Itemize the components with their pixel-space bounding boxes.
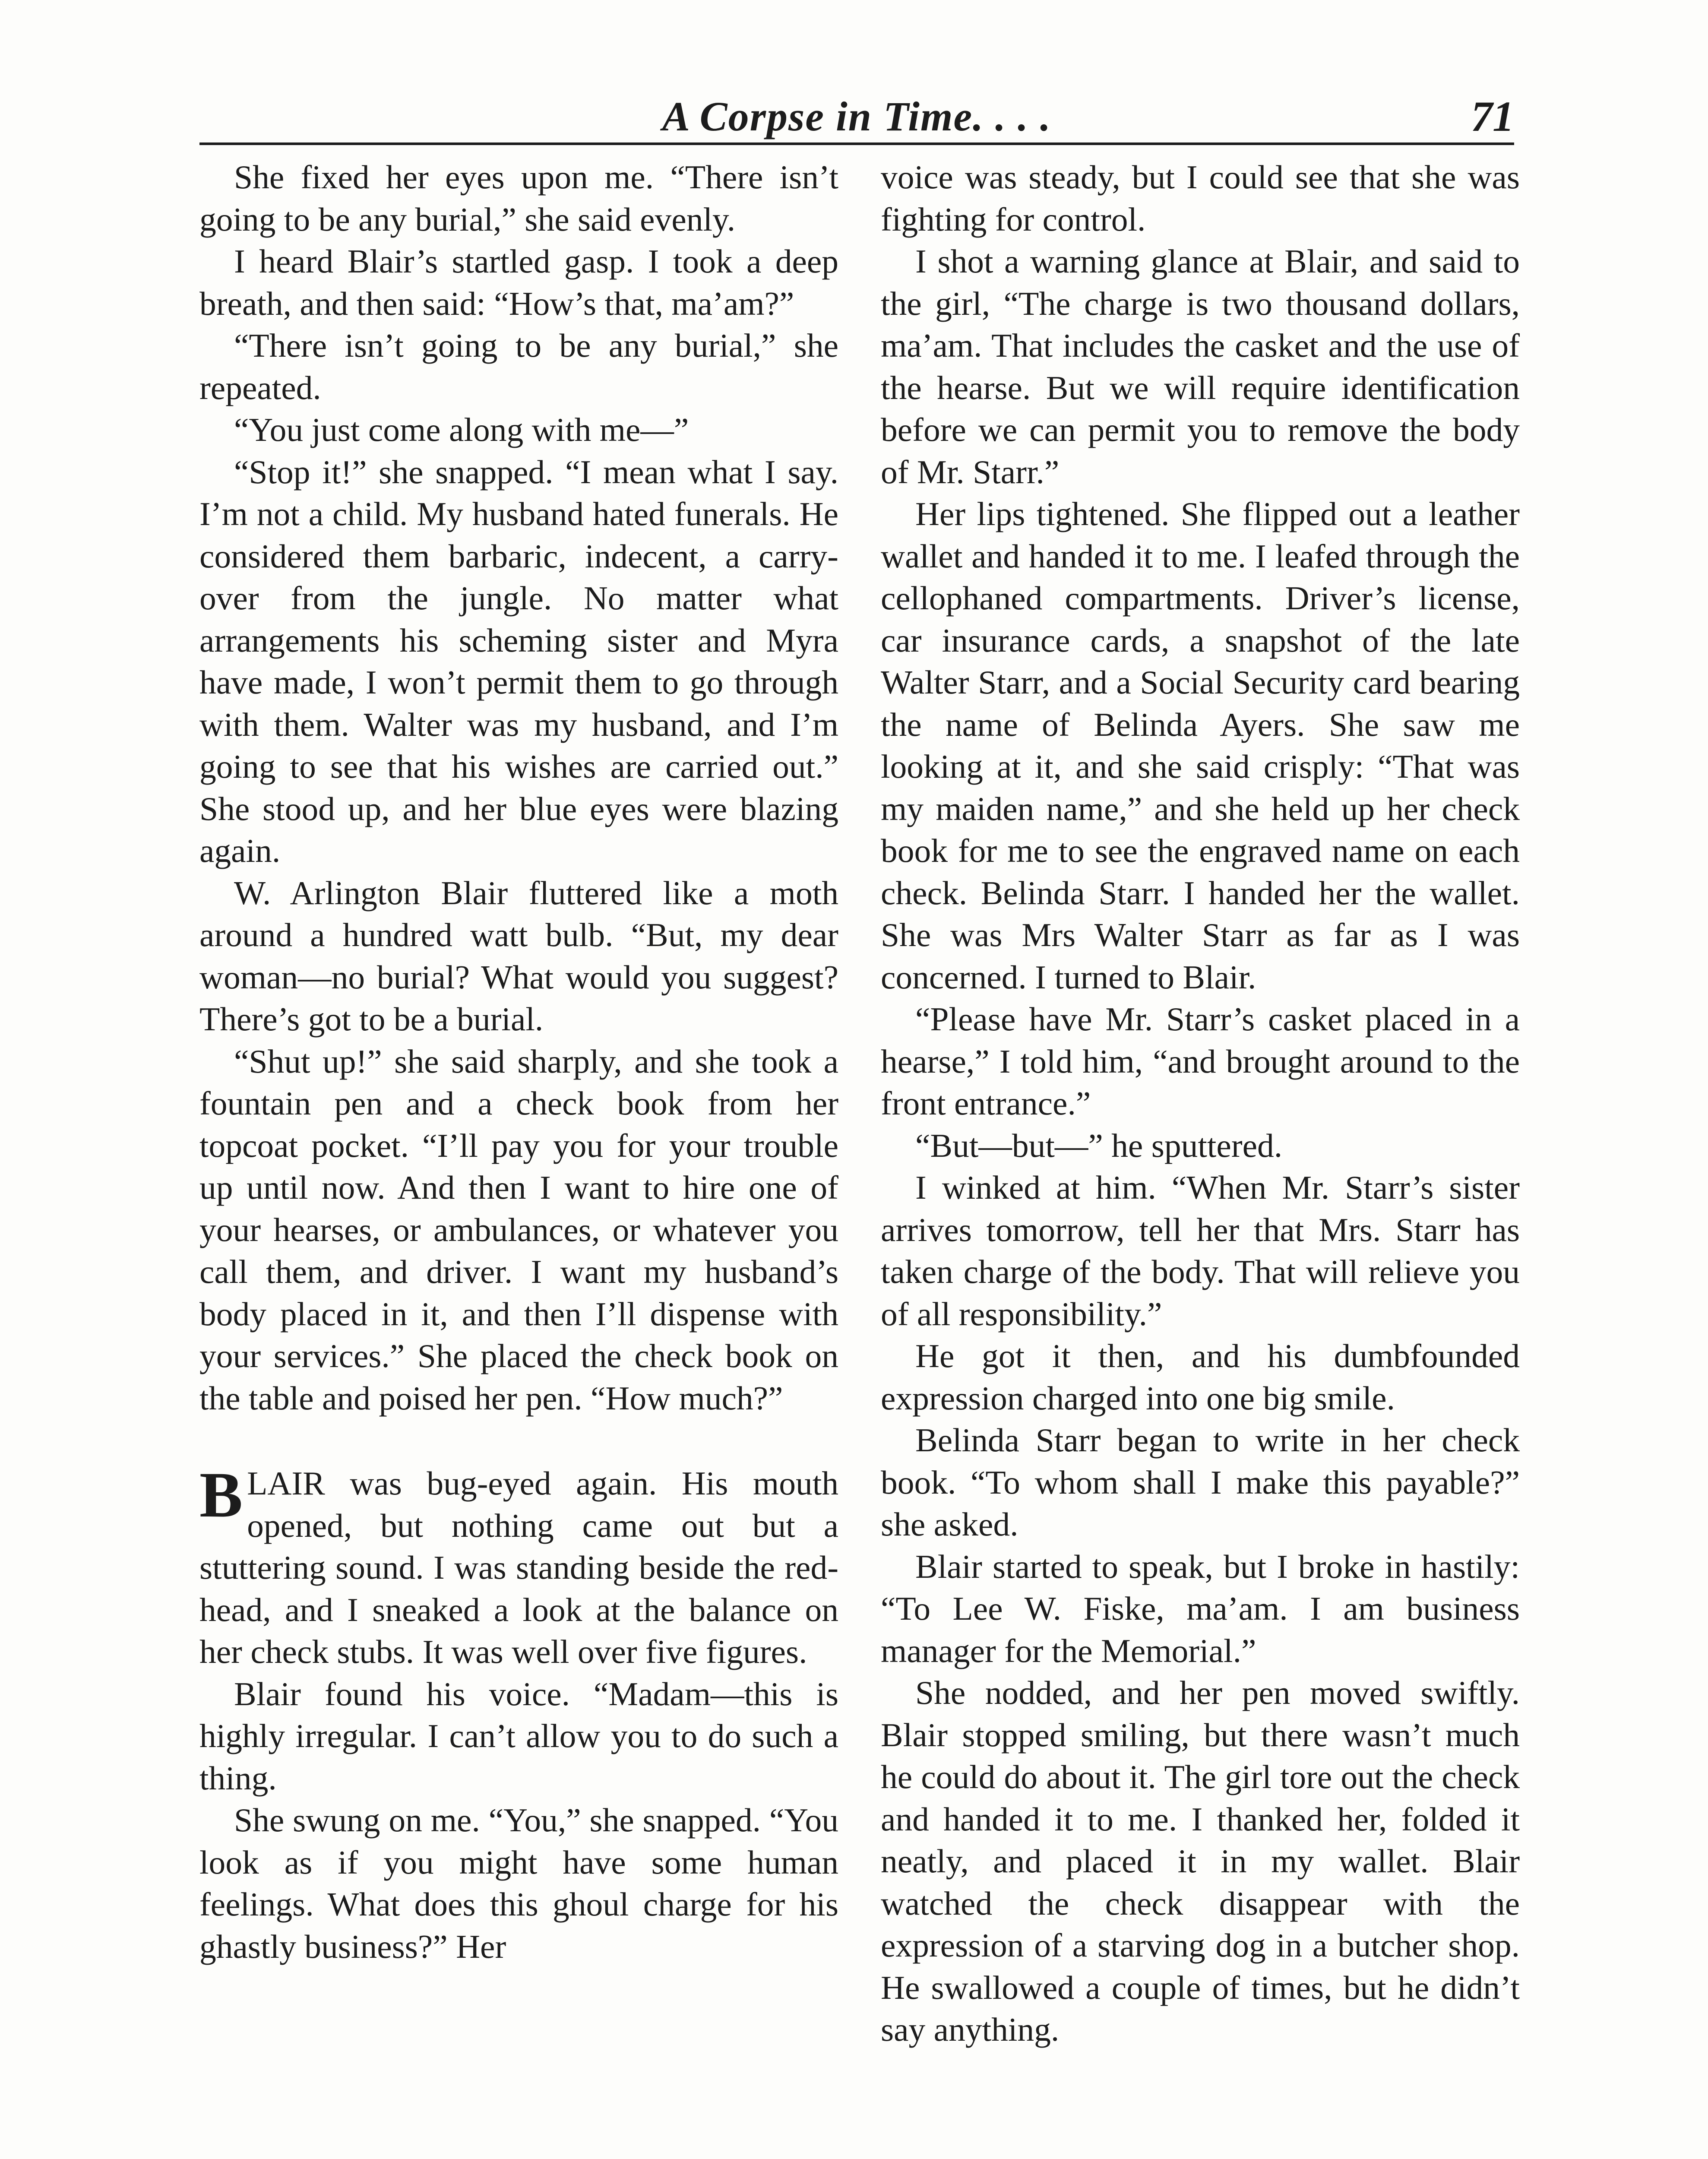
paragraph: “But—but—” he sputtered. bbox=[915, 1127, 1283, 1164]
running-title: A Corpse in Time. . . . bbox=[662, 93, 1052, 139]
paragraph: W. Arlington Blair fluttered like a moth around a hundred watt bulb. “But, my dear woman—no burial? What would you suggest? There’s got to be a burial. bbox=[199, 874, 838, 1038]
paragraph: Blair found his voice. “Madam—this is highly irregular. I can’t allow you to do such a thing. bbox=[199, 1675, 838, 1797]
paragraph: Belinda Starr began to write in her check book. “To whom shall I make this payable?” she asked. bbox=[881, 1421, 1520, 1543]
paragraph: He got it then, and his dumbfounded expression charged into one big smile. bbox=[881, 1337, 1520, 1417]
drop-cap: B bbox=[199, 1459, 243, 1531]
paragraph: “Shut up!” she said sharply, and she took a fountain pen and a check book from her topcoat pocket. “I’ll pay you for your trouble up until now. And then I want to hire one of your hearses, or ambulances, or whatever you call them, and driver. I want my husband’s body placed in it, and then I’ll dispense with your services.” She placed the check book on the table and poised her pen. “How much?” bbox=[199, 1042, 838, 1417]
paragraph: She swung on me. “You,” she snapped. “You look as if you might have some human feelings. What does this ghoul charge for his ghastly business?” Her bbox=[199, 1801, 838, 1965]
header-rule bbox=[199, 142, 1514, 145]
paragraph: Blair started to speak, but I broke in hastily: “To Lee W. Fiske, ma’am. I am business manager for the Memorial.” bbox=[881, 1548, 1520, 1669]
running-head bbox=[199, 93, 1514, 149]
paragraph-continued: voice was steady, but I could see that she was fighting for control. bbox=[881, 158, 1520, 238]
paragraph-text: LAIR was bug-eyed again. His mouth opened, but nothing came out but a stuttering sound. I was standing beside the red-head, and I sneaked a look at the balance on her check stubs. It was well over five figures. bbox=[199, 1465, 838, 1670]
paragraph: “You just come along with me—” bbox=[234, 411, 689, 448]
paragraph: I winked at him. “When Mr. Starr’s sister arrives tomorrow, tell her that Mrs. Starr has taken charge of the body. That will relieve you of all responsibility.” bbox=[881, 1169, 1520, 1333]
paragraph: I heard Blair’s startled gasp. I took a deep breath, and then said: “How’s that, ma’am?” bbox=[199, 243, 838, 322]
paragraph: “Please have Mr. Starr’s casket placed in a hearse,” I told him, “and brought around to the front entrance.” bbox=[881, 1000, 1520, 1122]
paragraph: She nodded, and her pen moved swiftly. Blair stopped smiling, but there wasn’t much he could do about it. The girl tore out the check and handed it to me. I thanked her, folded it neatly, and placed it in my wallet. Blair watched the check disappear with the expression of a starving dog in a butcher shop. He swallowed a couple of times, but he didn’t say anything. bbox=[881, 1674, 1520, 2048]
paragraph: I shot a warning glance at Blair, and said to the girl, “The charge is two thousand dollars, ma’am. That includes the casket and the use of the hearse. But we will require identification before we can permit you to remove the body of Mr. Starr.” bbox=[881, 243, 1520, 491]
paragraph: “Stop it!” she snapped. “I mean what I say. I’m not a child. My husband hated funerals. He considered them barbaric, indecent, a carry-over from the jungle. No matter what arrangements his scheming sister and Myra have made, I won’t permit them to go through with them. Walter was my husband, and I’m going to see that his wishes are carried out.” She stood up, and her blue eyes were blazing again. bbox=[199, 453, 838, 869]
paragraph: Her lips tightened. She flipped out a leather wallet and handed it to me. I leafed through the cellophaned compartments. Driver’s license, car insurance cards, a snapshot of the late Walter Starr, and a Social Security card bearing the name of Belinda Ayers. She saw me looking at it, and she said crisply: “That was my maiden name,” and she held up her check book for me to see the engraved name on each check. Belinda Starr. I handed her the wallet. She was Mrs Walter Starr as far as I was concerned. I turned to Blair. bbox=[881, 495, 1520, 996]
page-number: 71 bbox=[1471, 92, 1514, 140]
paragraph: “There isn’t going to be any burial,” she repeated. bbox=[199, 327, 838, 406]
right-column bbox=[881, 156, 1520, 2051]
paragraph: She fixed her eyes upon me. “There isn’t going to be any burial,” she said evenly. bbox=[199, 158, 838, 238]
left-column bbox=[199, 156, 838, 1968]
dropcap-paragraph bbox=[199, 1459, 838, 1673]
